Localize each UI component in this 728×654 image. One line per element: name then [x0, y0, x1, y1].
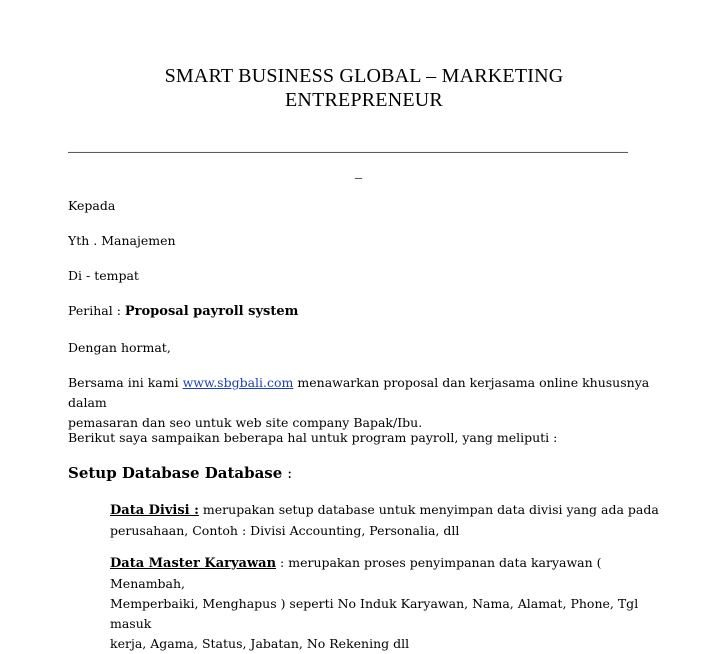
list-item — [110, 500, 680, 541]
intro-line-2: pemasaran dan seo untuk web site company Bapak/Ibu. — [68, 415, 423, 430]
section-heading-suffix: : — [287, 464, 293, 482]
greeting-line: Dengan hormat, — [68, 340, 171, 355]
recipient-line: Kepada — [68, 198, 116, 213]
list-item — [110, 553, 680, 654]
website-link[interactable]: www.sbgbali.com — [182, 375, 294, 390]
subject-label: Perihal : — [68, 303, 121, 318]
section-heading — [68, 462, 292, 484]
document-title — [100, 64, 628, 112]
intro-line-1 — [68, 373, 668, 413]
title-line-2: ENTREPRENEUR — [285, 89, 443, 111]
list-item-text: merupakan setup database untuk menyimpan data divisi yang ada pada — [202, 502, 659, 517]
list-item-line-2: Memperbaiki, Menghapus ) seperti No Induk Karyawan, Nama, Alamat, Phone, Tgl masuk — [110, 596, 639, 631]
list-item-term: Data Master Karyawan — [110, 556, 277, 571]
list-item-line-1 — [110, 500, 680, 521]
intro-text-before-link: Bersama ini kami — [68, 375, 179, 390]
list-item-term: Data Divisi : — [110, 503, 199, 518]
list-item-line-3: kerja, Agama, Status, Jabatan, No Rekening dll — [110, 636, 410, 651]
subject-line — [68, 301, 668, 322]
intro-text-after-link: menawarkan proposal dan kerjasama online khususnya dalam — [68, 375, 650, 410]
intro-paragraph — [68, 373, 668, 433]
lead-in-line: Berikut saya sampaikan beberapa hal untuk program payroll, yang meliputi : — [68, 430, 558, 445]
header-rule: ________________________________________________________________________________ — [68, 142, 628, 154]
section-heading-text: Setup Database Database — [68, 464, 283, 482]
list-item-text: : merupakan proses penyimpanan data karyawan ( Menambah, — [110, 555, 602, 591]
list-item-line-1 — [110, 553, 680, 594]
addressee-line: Yth . Manajemen — [68, 233, 176, 248]
place-line: Di - tempat — [68, 268, 139, 283]
subject-text: Proposal payroll system — [124, 304, 299, 319]
header-rule-tail: _ — [355, 166, 362, 181]
list-item-line-2: perusahaan, Contoh : Divisi Accounting, Personalia, dll — [110, 523, 460, 538]
title-line-1: SMART BUSINESS GLOBAL – MARKETING — [164, 65, 564, 87]
